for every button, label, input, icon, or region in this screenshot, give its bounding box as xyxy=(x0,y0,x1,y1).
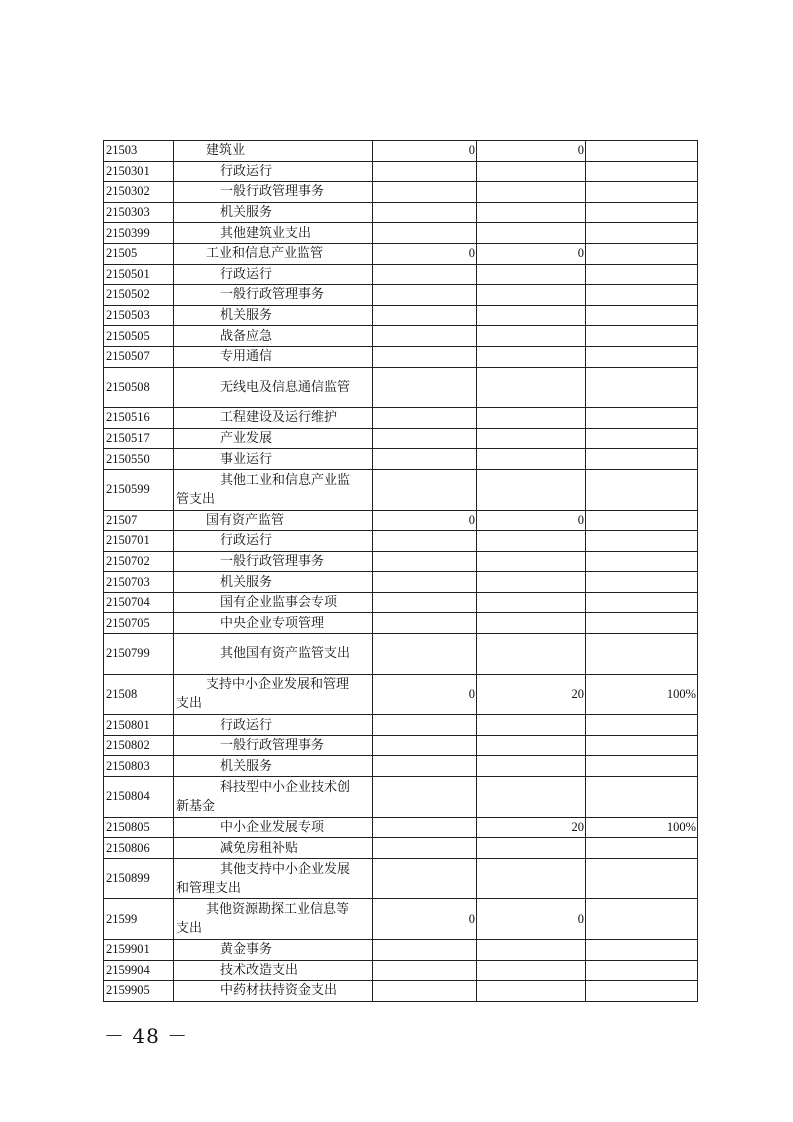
change-rate-cell xyxy=(586,264,698,285)
table-row xyxy=(104,346,698,367)
account-name: 其他国有资产监管支出 xyxy=(220,646,351,662)
change-rate-cell xyxy=(586,428,698,449)
current-year-amount-cell xyxy=(477,223,586,244)
account-name: 国有企业监事会专项 xyxy=(220,595,338,611)
account-name-cell xyxy=(174,899,373,940)
change-rate-cell xyxy=(586,182,698,203)
account-name: 工业和信息产业监管 xyxy=(206,246,324,262)
account-name-cell xyxy=(174,264,373,285)
change-rate-cell xyxy=(586,551,698,572)
table-row xyxy=(104,428,698,449)
current-year-amount-cell xyxy=(477,634,586,675)
prev-year-amount-cell xyxy=(373,572,477,593)
current-year-amount-cell xyxy=(477,777,586,818)
account-code-cell: 2150517 xyxy=(104,428,174,449)
change-rate-cell: 100% xyxy=(586,674,698,715)
account-name: 行政运行 xyxy=(220,163,273,179)
current-year-amount-cell xyxy=(477,572,586,593)
change-rate-cell xyxy=(586,449,698,470)
account-name: 行政运行 xyxy=(220,717,273,733)
table-row xyxy=(104,469,698,510)
table-row xyxy=(104,264,698,285)
account-name-cell xyxy=(174,756,373,777)
current-year-amount-cell: 0 xyxy=(477,899,586,940)
account-name-cell xyxy=(174,940,373,961)
account-name-line2: 和管理支出 xyxy=(176,880,242,896)
change-rate-cell xyxy=(586,408,698,429)
account-name-line1: 科技型中小企业技术创 xyxy=(220,779,351,795)
account-name-cell xyxy=(174,858,373,899)
change-rate-cell xyxy=(586,613,698,634)
account-code-cell: 2150503 xyxy=(104,305,174,326)
current-year-amount-cell xyxy=(477,408,586,429)
table-row xyxy=(104,367,698,408)
table-row xyxy=(104,858,698,899)
change-rate-cell xyxy=(586,960,698,981)
table-row xyxy=(104,223,698,244)
account-name-cell xyxy=(174,469,373,510)
account-code-cell: 2150705 xyxy=(104,613,174,634)
change-rate-cell xyxy=(586,223,698,244)
prev-year-amount-cell xyxy=(373,367,477,408)
table-row xyxy=(104,940,698,961)
change-rate-cell xyxy=(586,243,698,264)
account-code-cell: 21505 xyxy=(104,243,174,264)
account-name-cell xyxy=(174,367,373,408)
account-name: 行政运行 xyxy=(220,533,273,549)
account-code-cell: 2150505 xyxy=(104,326,174,347)
current-year-amount-cell xyxy=(477,285,586,306)
account-name: 事业运行 xyxy=(220,451,273,467)
account-name-cell xyxy=(174,572,373,593)
account-name-cell xyxy=(174,960,373,981)
table-row xyxy=(104,243,698,264)
prev-year-amount-cell: 0 xyxy=(373,899,477,940)
prev-year-amount-cell xyxy=(373,346,477,367)
change-rate-cell xyxy=(586,634,698,675)
account-code-cell: 2159905 xyxy=(104,981,174,1002)
account-code-cell: 2150303 xyxy=(104,202,174,223)
account-code-cell: 2150302 xyxy=(104,182,174,203)
account-name-cell xyxy=(174,428,373,449)
prev-year-amount-cell xyxy=(373,960,477,981)
table-row xyxy=(104,613,698,634)
account-name: 机关服务 xyxy=(220,308,273,324)
account-name: 一般行政管理事务 xyxy=(220,287,325,303)
current-year-amount-cell xyxy=(477,735,586,756)
account-code-cell: 2150805 xyxy=(104,817,174,838)
account-code-cell: 2150501 xyxy=(104,264,174,285)
account-name-cell xyxy=(174,285,373,306)
current-year-amount-cell xyxy=(477,960,586,981)
account-name-line2: 管支出 xyxy=(176,491,216,507)
prev-year-amount-cell xyxy=(373,777,477,818)
account-name: 中小企业发展专项 xyxy=(220,819,325,835)
account-name: 减免房租补贴 xyxy=(220,840,299,856)
current-year-amount-cell xyxy=(477,264,586,285)
account-name-line1: 其他资源勘探工业信息等 xyxy=(206,902,350,918)
prev-year-amount-cell xyxy=(373,182,477,203)
current-year-amount-cell xyxy=(477,551,586,572)
table-row xyxy=(104,572,698,593)
prev-year-amount-cell xyxy=(373,613,477,634)
account-name-cell xyxy=(174,202,373,223)
table-row xyxy=(104,285,698,306)
table-row xyxy=(104,592,698,613)
table-row xyxy=(104,202,698,223)
prev-year-amount-cell xyxy=(373,838,477,859)
account-name-line2: 支出 xyxy=(176,921,203,937)
account-code-cell: 21507 xyxy=(104,510,174,531)
current-year-amount-cell xyxy=(477,161,586,182)
account-name: 国有资产监管 xyxy=(206,512,285,528)
account-name: 黄金事务 xyxy=(220,942,273,958)
table-row xyxy=(104,182,698,203)
prev-year-amount-cell xyxy=(373,305,477,326)
account-code-cell: 2150703 xyxy=(104,572,174,593)
account-name-line1: 其他工业和信息产业监 xyxy=(220,472,351,488)
account-name-cell xyxy=(174,674,373,715)
current-year-amount-cell: 0 xyxy=(477,141,586,162)
account-code-cell: 2150399 xyxy=(104,223,174,244)
prev-year-amount-cell xyxy=(373,223,477,244)
prev-year-amount-cell xyxy=(373,756,477,777)
account-name: 一般行政管理事务 xyxy=(220,738,325,754)
account-name: 建筑业 xyxy=(206,143,246,159)
account-name-cell xyxy=(174,326,373,347)
account-name: 一般行政管理事务 xyxy=(220,184,325,200)
account-code-cell: 2150803 xyxy=(104,756,174,777)
account-code-cell: 2150508 xyxy=(104,367,174,408)
table-row xyxy=(104,838,698,859)
current-year-amount-cell xyxy=(477,940,586,961)
table-row xyxy=(104,634,698,675)
account-name-cell xyxy=(174,161,373,182)
current-year-amount-cell: 20 xyxy=(477,817,586,838)
budget-table xyxy=(103,140,698,1002)
table-row xyxy=(104,449,698,470)
account-name-cell xyxy=(174,634,373,675)
change-rate-cell xyxy=(586,756,698,777)
change-rate-cell xyxy=(586,715,698,736)
prev-year-amount-cell: 0 xyxy=(373,243,477,264)
account-code-cell: 2150899 xyxy=(104,858,174,899)
account-code-cell: 2150701 xyxy=(104,531,174,552)
table-row xyxy=(104,551,698,572)
account-name-line1: 其他支持中小企业发展 xyxy=(220,861,351,877)
account-name-cell xyxy=(174,223,373,244)
table-row xyxy=(104,141,698,162)
account-name: 机关服务 xyxy=(220,205,273,221)
change-rate-cell xyxy=(586,326,698,347)
table-row xyxy=(104,305,698,326)
change-rate-cell xyxy=(586,305,698,326)
table-row xyxy=(104,510,698,531)
prev-year-amount-cell: 0 xyxy=(373,510,477,531)
current-year-amount-cell xyxy=(477,305,586,326)
account-name: 中药材扶持资金支出 xyxy=(220,983,338,999)
account-name-line2: 支出 xyxy=(176,696,203,712)
account-name: 技术改造支出 xyxy=(220,962,299,978)
account-code-cell: 2150804 xyxy=(104,777,174,818)
prev-year-amount-cell: 0 xyxy=(373,674,477,715)
account-code-cell: 21508 xyxy=(104,674,174,715)
account-code-cell: 2159901 xyxy=(104,940,174,961)
current-year-amount-cell xyxy=(477,326,586,347)
account-name-cell xyxy=(174,981,373,1002)
account-code-cell: 2150806 xyxy=(104,838,174,859)
change-rate-cell xyxy=(586,592,698,613)
account-name-cell xyxy=(174,715,373,736)
account-name-cell xyxy=(174,408,373,429)
account-name-cell xyxy=(174,243,373,264)
current-year-amount-cell xyxy=(477,613,586,634)
account-code-cell: 2150704 xyxy=(104,592,174,613)
account-name: 其他建筑业支出 xyxy=(220,225,312,241)
current-year-amount-cell xyxy=(477,449,586,470)
prev-year-amount-cell: 0 xyxy=(373,141,477,162)
account-name: 产业发展 xyxy=(220,431,273,447)
change-rate-cell xyxy=(586,777,698,818)
account-name: 专用通信 xyxy=(220,349,273,365)
prev-year-amount-cell xyxy=(373,531,477,552)
page-number: － 48 － xyxy=(104,1024,189,1048)
prev-year-amount-cell xyxy=(373,858,477,899)
prev-year-amount-cell xyxy=(373,202,477,223)
change-rate-cell xyxy=(586,899,698,940)
account-name-line2: 新基金 xyxy=(176,798,216,814)
account-code-cell: 21503 xyxy=(104,141,174,162)
account-name: 工程建设及运行维护 xyxy=(220,410,338,426)
current-year-amount-cell xyxy=(477,838,586,859)
current-year-amount-cell xyxy=(477,756,586,777)
current-year-amount-cell xyxy=(477,182,586,203)
table-row xyxy=(104,777,698,818)
prev-year-amount-cell xyxy=(373,551,477,572)
change-rate-cell xyxy=(586,858,698,899)
prev-year-amount-cell xyxy=(373,981,477,1002)
change-rate-cell xyxy=(586,510,698,531)
account-name-cell xyxy=(174,735,373,756)
table-row xyxy=(104,674,698,715)
prev-year-amount-cell xyxy=(373,469,477,510)
account-code-cell: 2150502 xyxy=(104,285,174,306)
account-code-cell: 2150507 xyxy=(104,346,174,367)
prev-year-amount-cell xyxy=(373,161,477,182)
table-row xyxy=(104,817,698,838)
change-rate-cell xyxy=(586,469,698,510)
account-code-cell: 2150599 xyxy=(104,469,174,510)
account-code-cell: 2150799 xyxy=(104,634,174,675)
current-year-amount-cell: 0 xyxy=(477,243,586,264)
account-name: 机关服务 xyxy=(220,758,273,774)
prev-year-amount-cell xyxy=(373,264,477,285)
current-year-amount-cell xyxy=(477,202,586,223)
current-year-amount-cell xyxy=(477,428,586,449)
table-row xyxy=(104,981,698,1002)
prev-year-amount-cell xyxy=(373,735,477,756)
change-rate-cell xyxy=(586,838,698,859)
account-code-cell: 2150550 xyxy=(104,449,174,470)
change-rate-cell xyxy=(586,940,698,961)
table-row xyxy=(104,756,698,777)
current-year-amount-cell xyxy=(477,531,586,552)
account-code-cell: 2150702 xyxy=(104,551,174,572)
table-row xyxy=(104,531,698,552)
account-code-cell: 2150301 xyxy=(104,161,174,182)
current-year-amount-cell: 0 xyxy=(477,510,586,531)
account-name-cell xyxy=(174,777,373,818)
account-name-cell xyxy=(174,346,373,367)
prev-year-amount-cell xyxy=(373,715,477,736)
account-name: 一般行政管理事务 xyxy=(220,553,325,569)
prev-year-amount-cell xyxy=(373,449,477,470)
account-name: 行政运行 xyxy=(220,266,273,282)
prev-year-amount-cell xyxy=(373,817,477,838)
account-name: 战备应急 xyxy=(220,328,273,344)
account-name-cell xyxy=(174,531,373,552)
account-name-cell xyxy=(174,592,373,613)
table-row xyxy=(104,735,698,756)
current-year-amount-cell xyxy=(477,592,586,613)
change-rate-cell xyxy=(586,981,698,1002)
change-rate-cell xyxy=(586,141,698,162)
prev-year-amount-cell xyxy=(373,940,477,961)
prev-year-amount-cell xyxy=(373,634,477,675)
change-rate-cell xyxy=(586,161,698,182)
current-year-amount-cell xyxy=(477,981,586,1002)
account-code-cell: 2150801 xyxy=(104,715,174,736)
account-name-cell xyxy=(174,817,373,838)
change-rate-cell xyxy=(586,572,698,593)
account-name-line1: 支持中小企业发展和管理 xyxy=(206,677,350,693)
change-rate-cell xyxy=(586,346,698,367)
account-code-cell: 21599 xyxy=(104,899,174,940)
budget-table-body xyxy=(104,141,698,1002)
account-name-cell xyxy=(174,551,373,572)
current-year-amount-cell xyxy=(477,715,586,736)
change-rate-cell: 100% xyxy=(586,817,698,838)
change-rate-cell xyxy=(586,285,698,306)
table-row xyxy=(104,715,698,736)
table-row xyxy=(104,326,698,347)
prev-year-amount-cell xyxy=(373,592,477,613)
table-row xyxy=(104,899,698,940)
prev-year-amount-cell xyxy=(373,326,477,347)
change-rate-cell xyxy=(586,367,698,408)
account-name-cell xyxy=(174,141,373,162)
account-name: 中央企业专项管理 xyxy=(220,615,325,631)
table-row xyxy=(104,960,698,981)
change-rate-cell xyxy=(586,531,698,552)
current-year-amount-cell: 20 xyxy=(477,674,586,715)
account-code-cell: 2159904 xyxy=(104,960,174,981)
account-code-cell: 2150516 xyxy=(104,408,174,429)
change-rate-cell xyxy=(586,735,698,756)
table-row xyxy=(104,161,698,182)
table-row xyxy=(104,408,698,429)
account-name-cell xyxy=(174,182,373,203)
prev-year-amount-cell xyxy=(373,285,477,306)
account-name-cell xyxy=(174,838,373,859)
account-name-cell xyxy=(174,449,373,470)
account-name-cell xyxy=(174,510,373,531)
current-year-amount-cell xyxy=(477,858,586,899)
current-year-amount-cell xyxy=(477,469,586,510)
prev-year-amount-cell xyxy=(373,428,477,449)
current-year-amount-cell xyxy=(477,367,586,408)
prev-year-amount-cell xyxy=(373,408,477,429)
current-year-amount-cell xyxy=(477,346,586,367)
account-name-cell xyxy=(174,305,373,326)
account-name-cell xyxy=(174,613,373,634)
account-name: 机关服务 xyxy=(220,574,273,590)
account-code-cell: 2150802 xyxy=(104,735,174,756)
account-name: 无线电及信息通信监管 xyxy=(220,379,351,395)
change-rate-cell xyxy=(586,202,698,223)
